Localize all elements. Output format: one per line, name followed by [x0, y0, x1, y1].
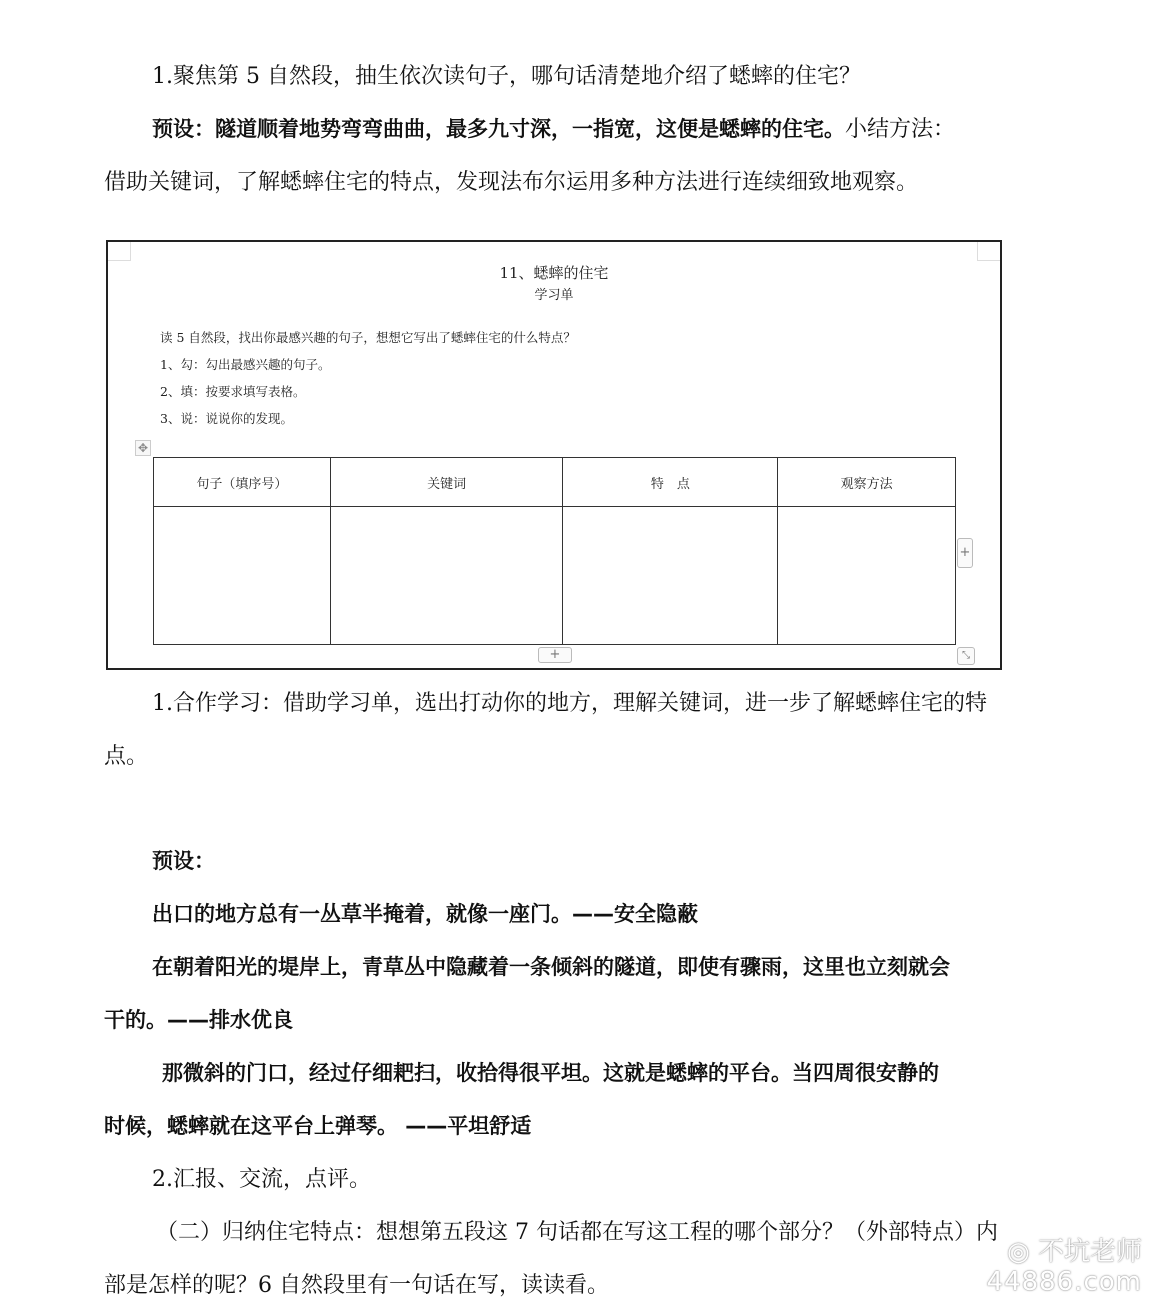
watermark [986, 1237, 1142, 1297]
paragraph-summarize-features-line2: 部是怎样的呢？6 自然段里有一句话在写，读读看。 [104, 1273, 609, 1298]
add-row-button[interactable]: + [538, 647, 572, 663]
preset-bold-text: 预设：隧道顺着地势弯弯曲曲，最多九寸深，一指宽，这便是蟋蟀的住宅。 [152, 117, 845, 141]
paragraph-cooperative-learning-line2: 点。 [104, 744, 149, 769]
paragraph-report-exchange: 2.汇报、交流，点评。 [152, 1167, 371, 1192]
watermark-brand [986, 1237, 1142, 1267]
worksheet-step-2: 2、填：按要求填写表格。 [160, 384, 306, 399]
crop-mark-top-right [977, 242, 1000, 261]
table-header-row [154, 458, 956, 507]
crop-mark-top-left [108, 242, 131, 261]
paragraph-drainage-line1: 在朝着阳光的堤岸上，青草丛中隐藏着一条倾斜的隧道，即使有骤雨，这里也立刻就会 [152, 955, 950, 979]
paragraph-cooperative-learning-line1: 1.合作学习：借助学习单，选出打动你的地方，理解关键词，进一步了解蟋蟀住宅的特 [152, 691, 987, 716]
table-row [154, 507, 956, 645]
cell-keywords[interactable] [330, 507, 563, 645]
table-move-handle-icon[interactable]: ✥ [135, 440, 151, 456]
header-keywords: 关键词 [330, 458, 563, 507]
header-observation-method: 观察方法 [778, 458, 956, 507]
cell-features[interactable] [563, 507, 778, 645]
worksheet-step-1: 1、勾：勾出最感兴趣的句子。 [160, 357, 331, 372]
watermark-domain: 44886.com [986, 1267, 1142, 1297]
table-resize-icon[interactable]: ⤡ [957, 647, 975, 665]
paragraph-preset-tunnel [104, 103, 1048, 156]
paragraph-platform-line2: 时候，蟋蟀就在这平台上弹琴。 ——平坦舒适 [104, 1114, 532, 1138]
cell-observation-method[interactable] [778, 507, 956, 645]
paragraph-drainage-line2: 干的。——排水优良 [104, 1008, 293, 1032]
wechat-icon: ◎ [1007, 1237, 1038, 1267]
header-features: 特 点 [563, 458, 778, 507]
paragraph-preset-label: 预设： [152, 849, 215, 873]
paragraph-method-summary: 借助关键词，了解蟋蟀住宅的特点，发现法布尔运用多种方法进行连续细致地观察。 [104, 170, 919, 195]
worksheet-prompt: 读 5 自然段，找出你最感兴趣的句子，想想它写出了蟋蟀住宅的什么特点？ [160, 330, 576, 345]
paragraph-platform-line1: 那微斜的门口，经过仔细耙扫，收拾得很平坦。这就是蟋蟀的平台。当四周很安静的 [162, 1061, 939, 1085]
worksheet-table [153, 457, 956, 645]
watermark-brand-text: 不坑老师 [1037, 1237, 1142, 1267]
header-sentence: 句子（填序号） [154, 458, 331, 507]
worksheet-title: 11、蟋蟀的住宅 [499, 264, 609, 282]
paragraph-summarize-features-line1: （二）归纳住宅特点：想想第五段这 7 句话都在写这工程的哪个部分？（外部特点）内 [156, 1220, 998, 1245]
paragraph-safe-hidden: 出口的地方总有一丛草半掩着，就像一座门。——安全隐蔽 [152, 902, 698, 926]
paragraph-focus-section5: 1.聚焦第 5 自然段，抽生依次读句子，哪句话清楚地介绍了蟋蟀的住宅？ [152, 64, 861, 89]
worksheet-subtitle: 学习单 [534, 288, 574, 303]
summary-method-label: 小结方法： [845, 117, 956, 142]
worksheet-step-3: 3、说：说说你的发现。 [160, 411, 293, 426]
cell-sentence[interactable] [154, 507, 331, 645]
add-column-button[interactable]: + [957, 538, 973, 568]
worksheet-image [106, 240, 1002, 670]
